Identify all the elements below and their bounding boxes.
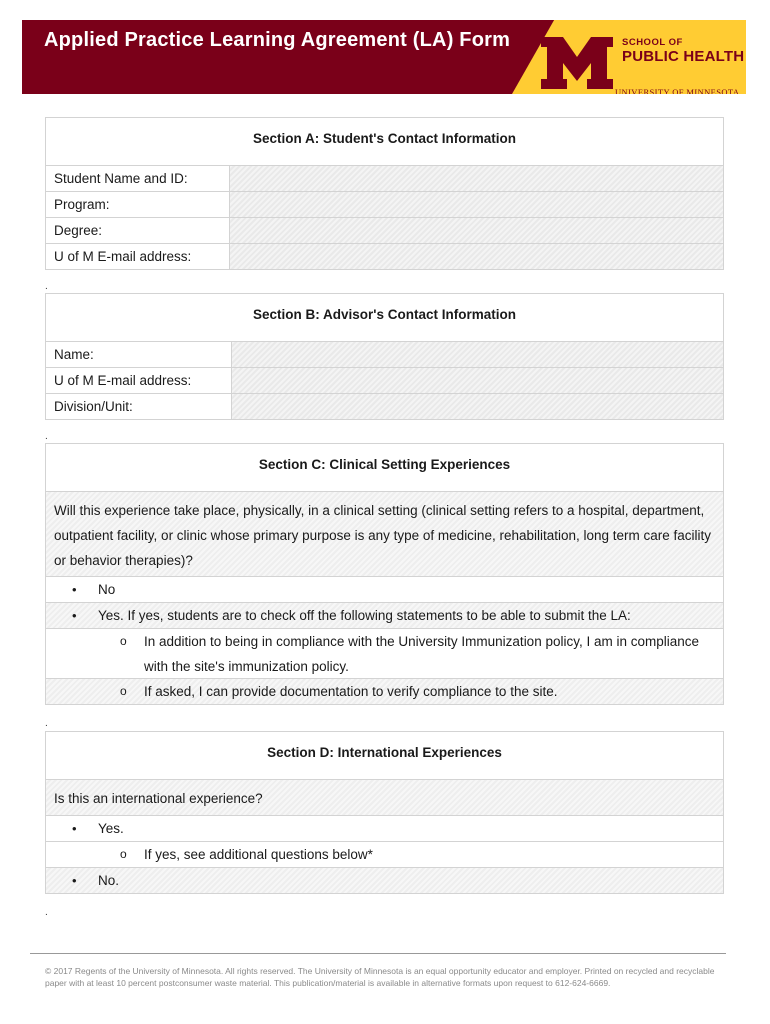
option-no[interactable]: No. xyxy=(98,873,120,888)
section-a xyxy=(45,117,724,270)
section-c-title: Section C: Clinical Setting Experiences xyxy=(46,444,723,492)
section-c xyxy=(45,443,724,705)
international-question: Is this an international experience? xyxy=(46,780,723,816)
section-a-title: Section A: Student's Contact Information xyxy=(46,118,723,166)
clinical-question: Will this experience take place, physically, in a clinical setting (clinical setting refers to a hospital, department, outpatient facility, or clinic whose primary purpose is any type of medicine, rehabilitation, long term care facility or behavior therapies)? xyxy=(46,492,723,577)
field-label: Division/Unit: xyxy=(54,399,133,414)
field-label: U of M E-mail address: xyxy=(54,249,192,264)
list-item xyxy=(46,842,723,868)
form-row xyxy=(46,218,723,244)
separator: . xyxy=(45,718,48,729)
field-label: U of M E-mail address: xyxy=(54,373,192,388)
list-item xyxy=(46,577,723,603)
form-row xyxy=(46,368,723,394)
student-name-id-field[interactable] xyxy=(229,166,723,191)
page-title: Applied Practice Learning Agreement (LA) Form xyxy=(44,29,511,51)
university-m-logo-icon xyxy=(541,37,613,89)
sub-bullet-icon: o xyxy=(120,847,127,861)
advisor-email-field[interactable] xyxy=(231,368,723,393)
form-row xyxy=(46,192,723,218)
separator: . xyxy=(45,907,48,918)
student-email-field[interactable] xyxy=(229,244,723,269)
documentation-statement[interactable]: If asked, I can provide documentation to verify compliance to the site. xyxy=(144,684,558,699)
form-row xyxy=(46,166,723,192)
separator: . xyxy=(45,281,48,292)
option-yes[interactable]: Yes. xyxy=(98,821,124,836)
section-d-title: Section D: International Experiences xyxy=(46,732,723,780)
bullet-icon: • xyxy=(72,821,77,836)
program-field[interactable] xyxy=(229,192,723,217)
form-row xyxy=(46,244,723,269)
additional-questions-note: If yes, see additional questions below* xyxy=(144,847,373,862)
field-label: Student Name and ID: xyxy=(54,171,188,186)
list-item xyxy=(46,603,723,629)
footer-copyright: © 2017 Regents of the University of Minnesota. All rights reserved. The University of Minnesota is an equal opportunity educator and employer. Printed on recycled and recyclable paper with at least 10 percent postconsumer waste material. This publication/material is available in alternative formats upon request to 612-624-6669. xyxy=(45,966,715,988)
division-unit-field[interactable] xyxy=(231,394,723,419)
logo-public-health: PUBLIC HEALTH xyxy=(622,48,745,65)
section-b xyxy=(45,293,724,420)
degree-field[interactable] xyxy=(229,218,723,243)
logo-university: UNIVERSITY OF MINNESOTA xyxy=(615,87,740,94)
field-label: Program: xyxy=(54,197,110,212)
bullet-icon: • xyxy=(72,873,77,888)
logo-school-of: SCHOOL OF xyxy=(622,37,683,48)
footer-divider xyxy=(30,953,726,954)
field-label: Degree: xyxy=(54,223,103,238)
bullet-icon: • xyxy=(72,608,77,623)
list-item xyxy=(46,868,723,893)
list-item xyxy=(46,679,723,704)
form-row xyxy=(46,394,723,419)
sub-bullet-icon: o xyxy=(120,684,127,698)
section-b-title: Section B: Advisor's Contact Information xyxy=(46,294,723,342)
list-item xyxy=(46,629,723,679)
separator: . xyxy=(45,431,48,442)
immunization-statement[interactable]: In addition to being in compliance with the University Immunization policy, I am in compliance with the site's immunization policy. xyxy=(144,634,700,674)
sub-bullet-icon: o xyxy=(120,634,127,648)
field-label: Name: xyxy=(54,347,94,362)
option-no[interactable]: No xyxy=(98,582,116,597)
advisor-name-field[interactable] xyxy=(231,342,723,367)
section-d xyxy=(45,731,724,894)
header-banner xyxy=(22,20,746,94)
bullet-icon: • xyxy=(72,582,77,597)
list-item xyxy=(46,816,723,842)
option-yes[interactable]: Yes. If yes, students are to check off the following statements to be able to submit the LA: xyxy=(98,608,631,623)
form-row xyxy=(46,342,723,368)
